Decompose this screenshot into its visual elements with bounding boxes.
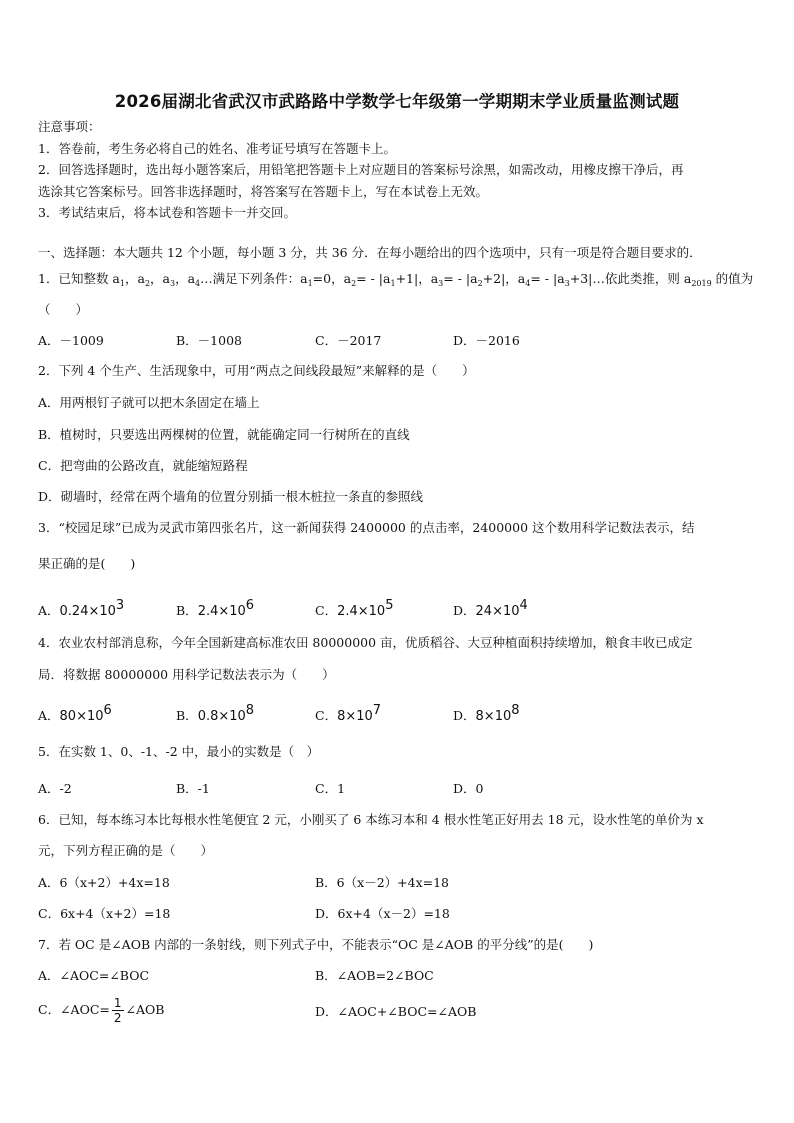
q4-option-d: D．$8\times 10^8$ [453, 703, 520, 724]
notice-item-2-cont: 选涂其它答案标号。回答非选择题时，将答案写在答题卡上，写在本试卷上无效。 [38, 184, 489, 199]
q2-option-d: D．砌墙时，经常在两个墙角的位置分别插一根木桩拉一条直的参照线 [38, 489, 424, 504]
notice-item-2: 2．回答选择题时，选出每小题答案后，用铅笔把答题卡上对应题目的答案标号涂黑，如需改动，用橡皮擦干净后，再 [38, 162, 684, 177]
notice-heading: 注意事项： [38, 119, 101, 134]
q5-option-a: A．-2 [38, 781, 72, 796]
q1-option-b: B．－1008 [176, 333, 242, 348]
q1-option-d: D．－2016 [453, 333, 520, 348]
question-2-stem: 2．下列 4 个生产、生活现象中，可用“两点之间线段最短”来解释的是（ ） [38, 363, 475, 378]
q3-option-d: D．$24\times 10^4$ [453, 598, 528, 619]
q4-option-a: A．$80\times 10^6$ [38, 703, 112, 724]
question-6-stem: 6．已知，每本练习本比每根水性笔便宜 2 元，小刚买了 6 本练习本和 4 根水性笔正好用去 18 元，设水性笔的单价为 x [38, 812, 704, 827]
q2-option-a: A．用两根钉子就可以把木条固定在墙上 [38, 395, 260, 410]
q1-option-c: C．－2017 [315, 333, 382, 348]
q4-option-b: B．$0.8\times 10^8$ [176, 703, 255, 724]
q6-option-c: C．6x+4（x+2）=18 [38, 906, 171, 921]
q1-option-a: A．－1009 [38, 333, 104, 348]
section-heading: 一、选择题：本大题共 12 个小题，每小题 3 分，共 36 分．在每小题给出的四个选项中，只有一项是符合题目要求的． [38, 245, 702, 260]
question-1-stem: 1．已知整数 $a_1$，$a_2$，$a_3$，$a_4\dots$满足下列条件：$a_1=0$，$a_2= - |a_1+1|$，$a_3= - |a_2+2|$，$a_4=$ - $|a_3+3|\dots$依此类推，则 $a_{2019}$ 的值为 [38, 271, 754, 288]
q6-option-d: D．6x+4（x－2）=18 [315, 906, 450, 921]
question-3-stem: 3．“校园足球”已成为灵武市第四张名片，这一新闻获得 2400000 的点击率，2400000 这个数用科学记数法表示，结 [38, 520, 695, 535]
q2-option-b: B．植树时，只要选出两棵树的位置，就能确定同一行树所在的直线 [38, 427, 410, 442]
question-3-stem-cont: 果正确的是( ) [38, 556, 136, 571]
q5-option-d: D．0 [453, 781, 484, 796]
q4-option-c: C．$8\times 10^7$ [315, 703, 382, 724]
q2-option-c: C．把弯曲的公路改直，就能缩短路程 [38, 458, 248, 473]
notice-item-1: 1．答卷前，考生务必将自己的姓名、准考证号填写在答题卡上。 [38, 141, 396, 156]
notice-item-3: 3．考试结束后，将本试卷和答题卡一并交回。 [38, 205, 296, 220]
question-6-stem-cont: 元，下列方程正确的是（ ） [38, 843, 214, 858]
question-4-stem-cont: 局．将数据 80000000 用科学记数法表示为（ ） [38, 667, 335, 682]
q7-option-a: A．∠AOC=∠BOC [38, 968, 150, 983]
q5-option-c: C．1 [315, 781, 346, 796]
question-7-stem: 7．若 OC 是∠AOB 内部的一条射线，则下列式子中，不能表示“OC 是∠AOB 的平分线”的是( ) [38, 937, 594, 952]
q7-option-c: C．∠AOC= $\frac{1}{2}$ ∠AOB [38, 996, 165, 1025]
question-4-stem: 4．农业农村部消息称，今年全国新建高标准农田 80000000 亩，优质稻谷、大豆种植面积持续增加，粮食丰收已成定 [38, 635, 693, 650]
q3-option-c: C．$2.4\times 10^5$ [315, 598, 394, 619]
q6-option-a: A．6（x+2）+4x=18 [38, 875, 170, 890]
question-1-blank: （ ） [38, 302, 89, 317]
q3-option-b: B．$2.4\times 10^6$ [176, 598, 255, 619]
page-title: 2026届湖北省武汉市武路路中学数学七年级第一学期期末学业质量监测试题 [114, 92, 680, 111]
q7-option-b: B．∠AOB=2∠BOC [315, 968, 434, 983]
q3-option-a: A．$0.24\times 10^3$ [38, 598, 125, 619]
q5-option-b: B．-1 [176, 781, 210, 796]
q7-option-d: D．∠AOC+∠BOC=∠AOB [315, 1004, 477, 1019]
q6-option-b: B．6（x－2）+4x=18 [315, 875, 449, 890]
question-5-stem: 5．在实数 1、0、-1、-2 中，最小的实数是（ ） [38, 744, 320, 759]
fraction-one-half: $\frac{1}{2}$ [113, 996, 122, 1025]
